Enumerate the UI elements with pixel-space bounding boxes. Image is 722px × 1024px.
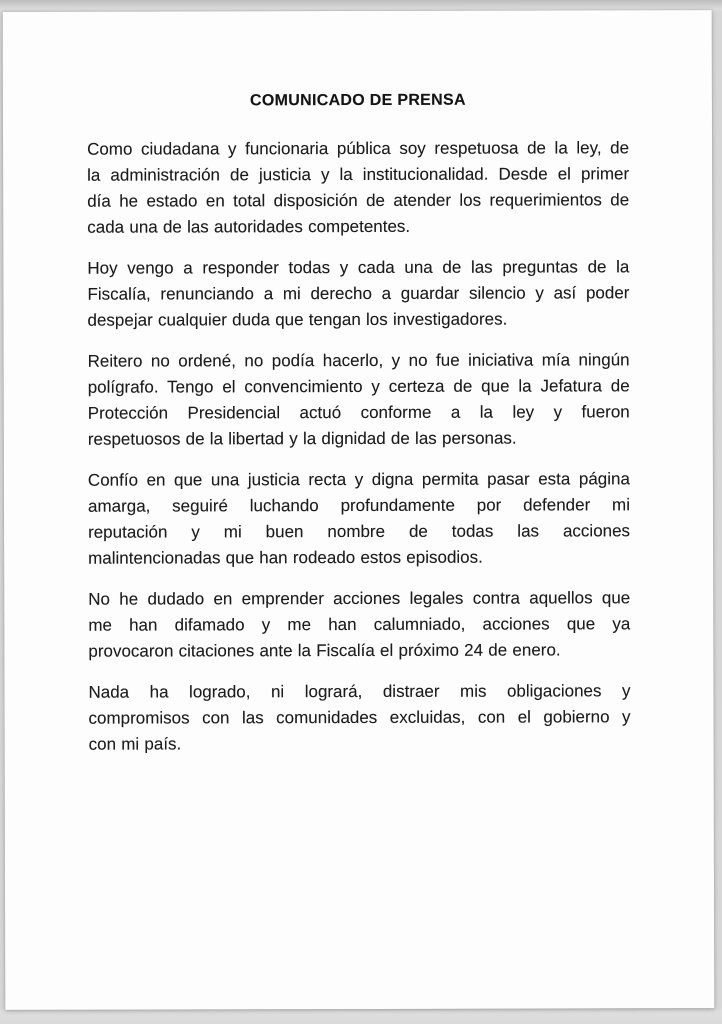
paragraph [88,678,630,757]
text-line: No he dudado en emprender acciones legales contra aquellos que [88,588,631,609]
paragraph [88,347,630,452]
text-line: despejar cualquier duda que tengan los investigadores. [87,309,508,330]
text-line: malintencionadas que han rodeado estos episodios. [88,547,483,568]
text-line: la administración de justicia y la institucionalidad. Desde el primer [87,164,630,185]
paragraph [87,254,629,333]
text-line: Reitero no ordené, no podía hacerlo, y no fue iniciativa mía ningún [87,350,630,371]
text-line: reputación y mi buen nombre de todas las acciones [88,521,631,542]
paragraph [88,585,630,664]
text-line: me han difamado y me han calumniado, acciones que ya [88,614,631,635]
text-line: Nada ha logrado, ni logrará, distraer mis obligaciones y [88,681,631,702]
paragraph [88,466,630,571]
paragraph [87,135,629,240]
document-title: COMUNICADO DE PRENSA [249,91,466,110]
text-line: compromisos con las comunidades excluidas, con el gobierno y [88,707,631,728]
text-line: respetuosos de la libertad y la dignidad de las personas. [87,428,517,449]
document-body [87,135,631,757]
text-line: Confío en que una justicia recta y digna permita pasar esta página [87,469,630,490]
text-line: cada una de las autoridades competentes. [87,216,411,237]
text-line: Fiscalía, renunciando a mi derecho a guardar silencio y así poder [87,283,630,304]
text-line: Como ciudadana y funcionaria pública soy respetuosa de la ley, de [87,138,630,159]
text-line: amarga, seguiré luchando profundamente por defender mi [87,495,631,516]
text-line: provocaron citaciones ante la Fiscalía el próximo 24 de enero. [88,640,561,661]
text-line: día he estado en total disposición de atender los requerimientos de [87,190,630,211]
text-line: polígrafo. Tengo el convencimiento y certeza de que la Jefatura de [87,376,630,397]
text-line: Hoy vengo a responder todas y cada una de las preguntas de la [87,257,630,278]
text-line: con mi país. [88,734,182,754]
document-page [3,10,715,1010]
text-line: Protección Presidencial actuó conforme a la ley y fueron [87,402,630,423]
